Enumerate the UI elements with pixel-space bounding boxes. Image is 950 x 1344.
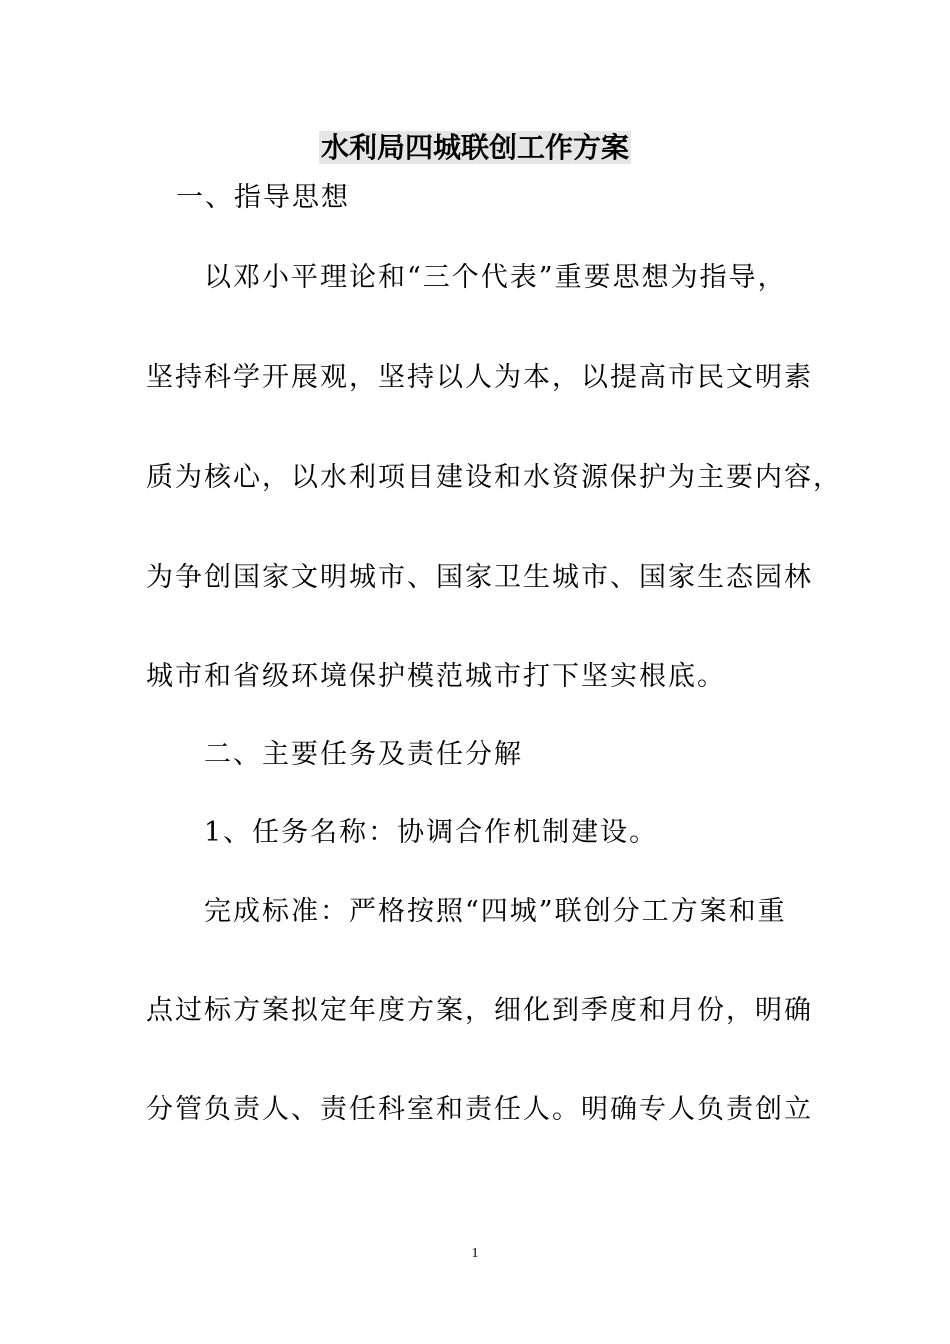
document-title bbox=[0, 128, 950, 168]
page-number: 1 bbox=[471, 1246, 479, 1261]
document-title-text: 水利局四城联创工作方案 bbox=[320, 131, 629, 164]
paragraph-line: 坚持科学开展观，坚持以人为本，以提高市民文明素 bbox=[146, 362, 813, 393]
section-heading-main-tasks: 二、主要任务及责任分解 bbox=[204, 739, 523, 770]
section-heading-guiding-ideology: 一、指导思想 bbox=[176, 182, 350, 213]
paragraph-line: 分管负责人、责任科室和责任人。明确专人负责创立 bbox=[146, 1094, 813, 1125]
paragraph-line: 城市和省级环境保护模范城市打下坚实根底。 bbox=[146, 661, 726, 692]
paragraph-line: 质为核心，以水利项目建设和水资源保护为主要内容， bbox=[146, 462, 842, 493]
paragraph-line: 以邓小平理论和“三个代表”重要思想为指导， bbox=[204, 262, 787, 293]
paragraph-line: 点过标方案拟定年度方案，细化到季度和月份，明确 bbox=[146, 995, 813, 1026]
task-name-line: 1、任务名称：协调合作机制建设。 bbox=[204, 817, 659, 848]
paragraph-line: 为争创国家文明城市、国家卫生城市、国家生态园林 bbox=[146, 562, 813, 593]
paragraph-line: 完成标准：严格按照“四城”联创分工方案和重 bbox=[204, 896, 787, 927]
